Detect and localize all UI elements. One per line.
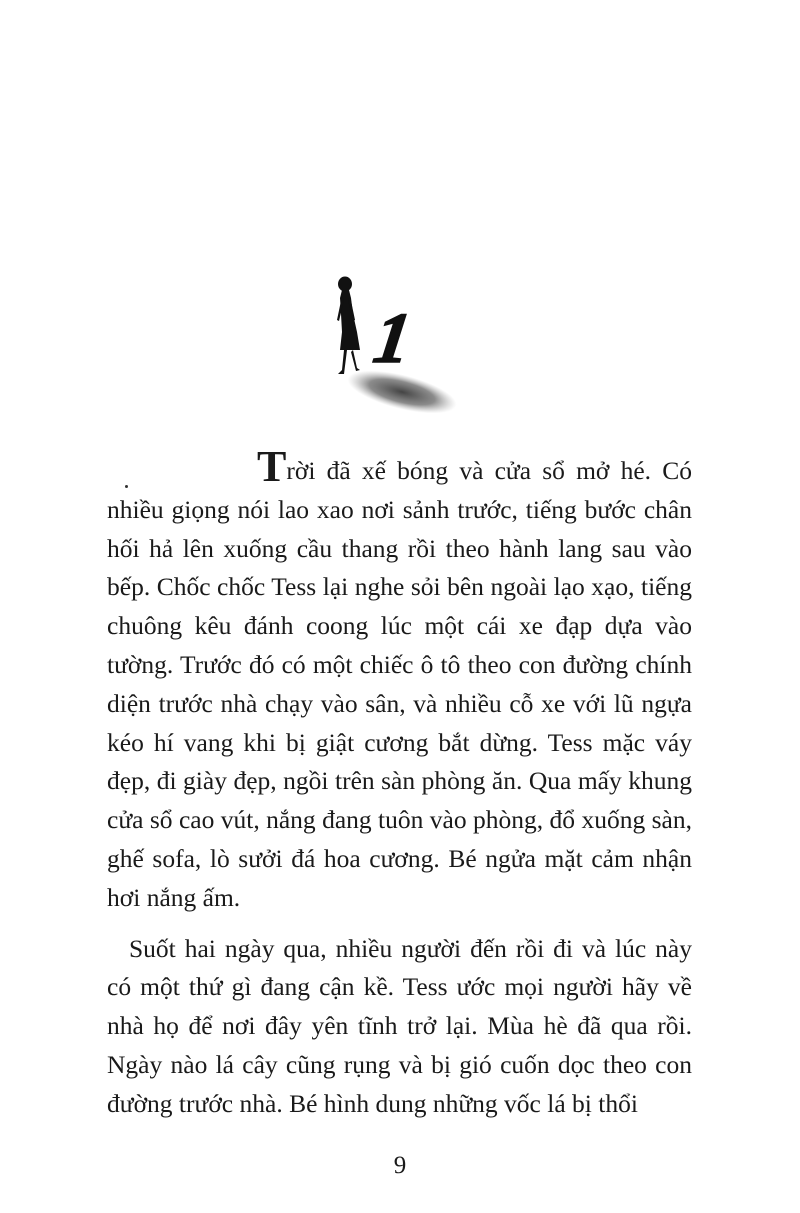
- chapter-body: [107, 442, 692, 1124]
- silhouette-head: [338, 277, 352, 292]
- page-number: 9: [393, 1152, 407, 1179]
- chapter-number: 1: [369, 298, 417, 378]
- silhouette-leg: [351, 350, 360, 371]
- drop-initial: T: [257, 442, 287, 491]
- paragraph: Suốt hai ngày qua, nhiều người đến rồi đi và lúc này có một thứ gì đang cận kề. Tess ước mọi người hãy về nhà họ để nơi đây yên tĩnh trở lại. Mùa hè đã qua rồi. Ngày nào lá cây cũng rụng và bị gió cuốn dọc theo con đường trước nhà. Bé hình dung những vốc lá bị thổi: [107, 933, 692, 1118]
- silhouette-leg: [338, 350, 347, 374]
- paragraph: [107, 442, 692, 918]
- paragraph-text: rời đã xế bóng và cửa sổ mở hé. Có nhiều giọng nói lao xao nơi sảnh trước, tiếng bước chân hối hả lên xuống cầu thang rồi theo hành lang sau vào bếp. Chốc chốc Tess lại nghe sỏi bên ngoài lạo xạo, tiếng chuông kêu đánh coong lúc một cái xe đạp dựa vào tường. Trước đó có một chiếc ô tô theo con đường chính diện trước nhà chạy vào sân, và nhiều cỗ xe với lũ ngựa kéo hí vang khi bị giật cương bắt dừng. Tess mặc váy đẹp, đi giày đẹp, ngồi trên sàn phòng ăn. Qua mấy khung cửa sổ cao vút, nắng đang tuôn vào phòng, đổ xuống sàn, ghế sofa, lò sưởi đá hoa cương. Bé ngửa mặt cảm nhận hơi nắng ấm.: [107, 456, 692, 912]
- chapter-number-graphic: [369, 298, 417, 380]
